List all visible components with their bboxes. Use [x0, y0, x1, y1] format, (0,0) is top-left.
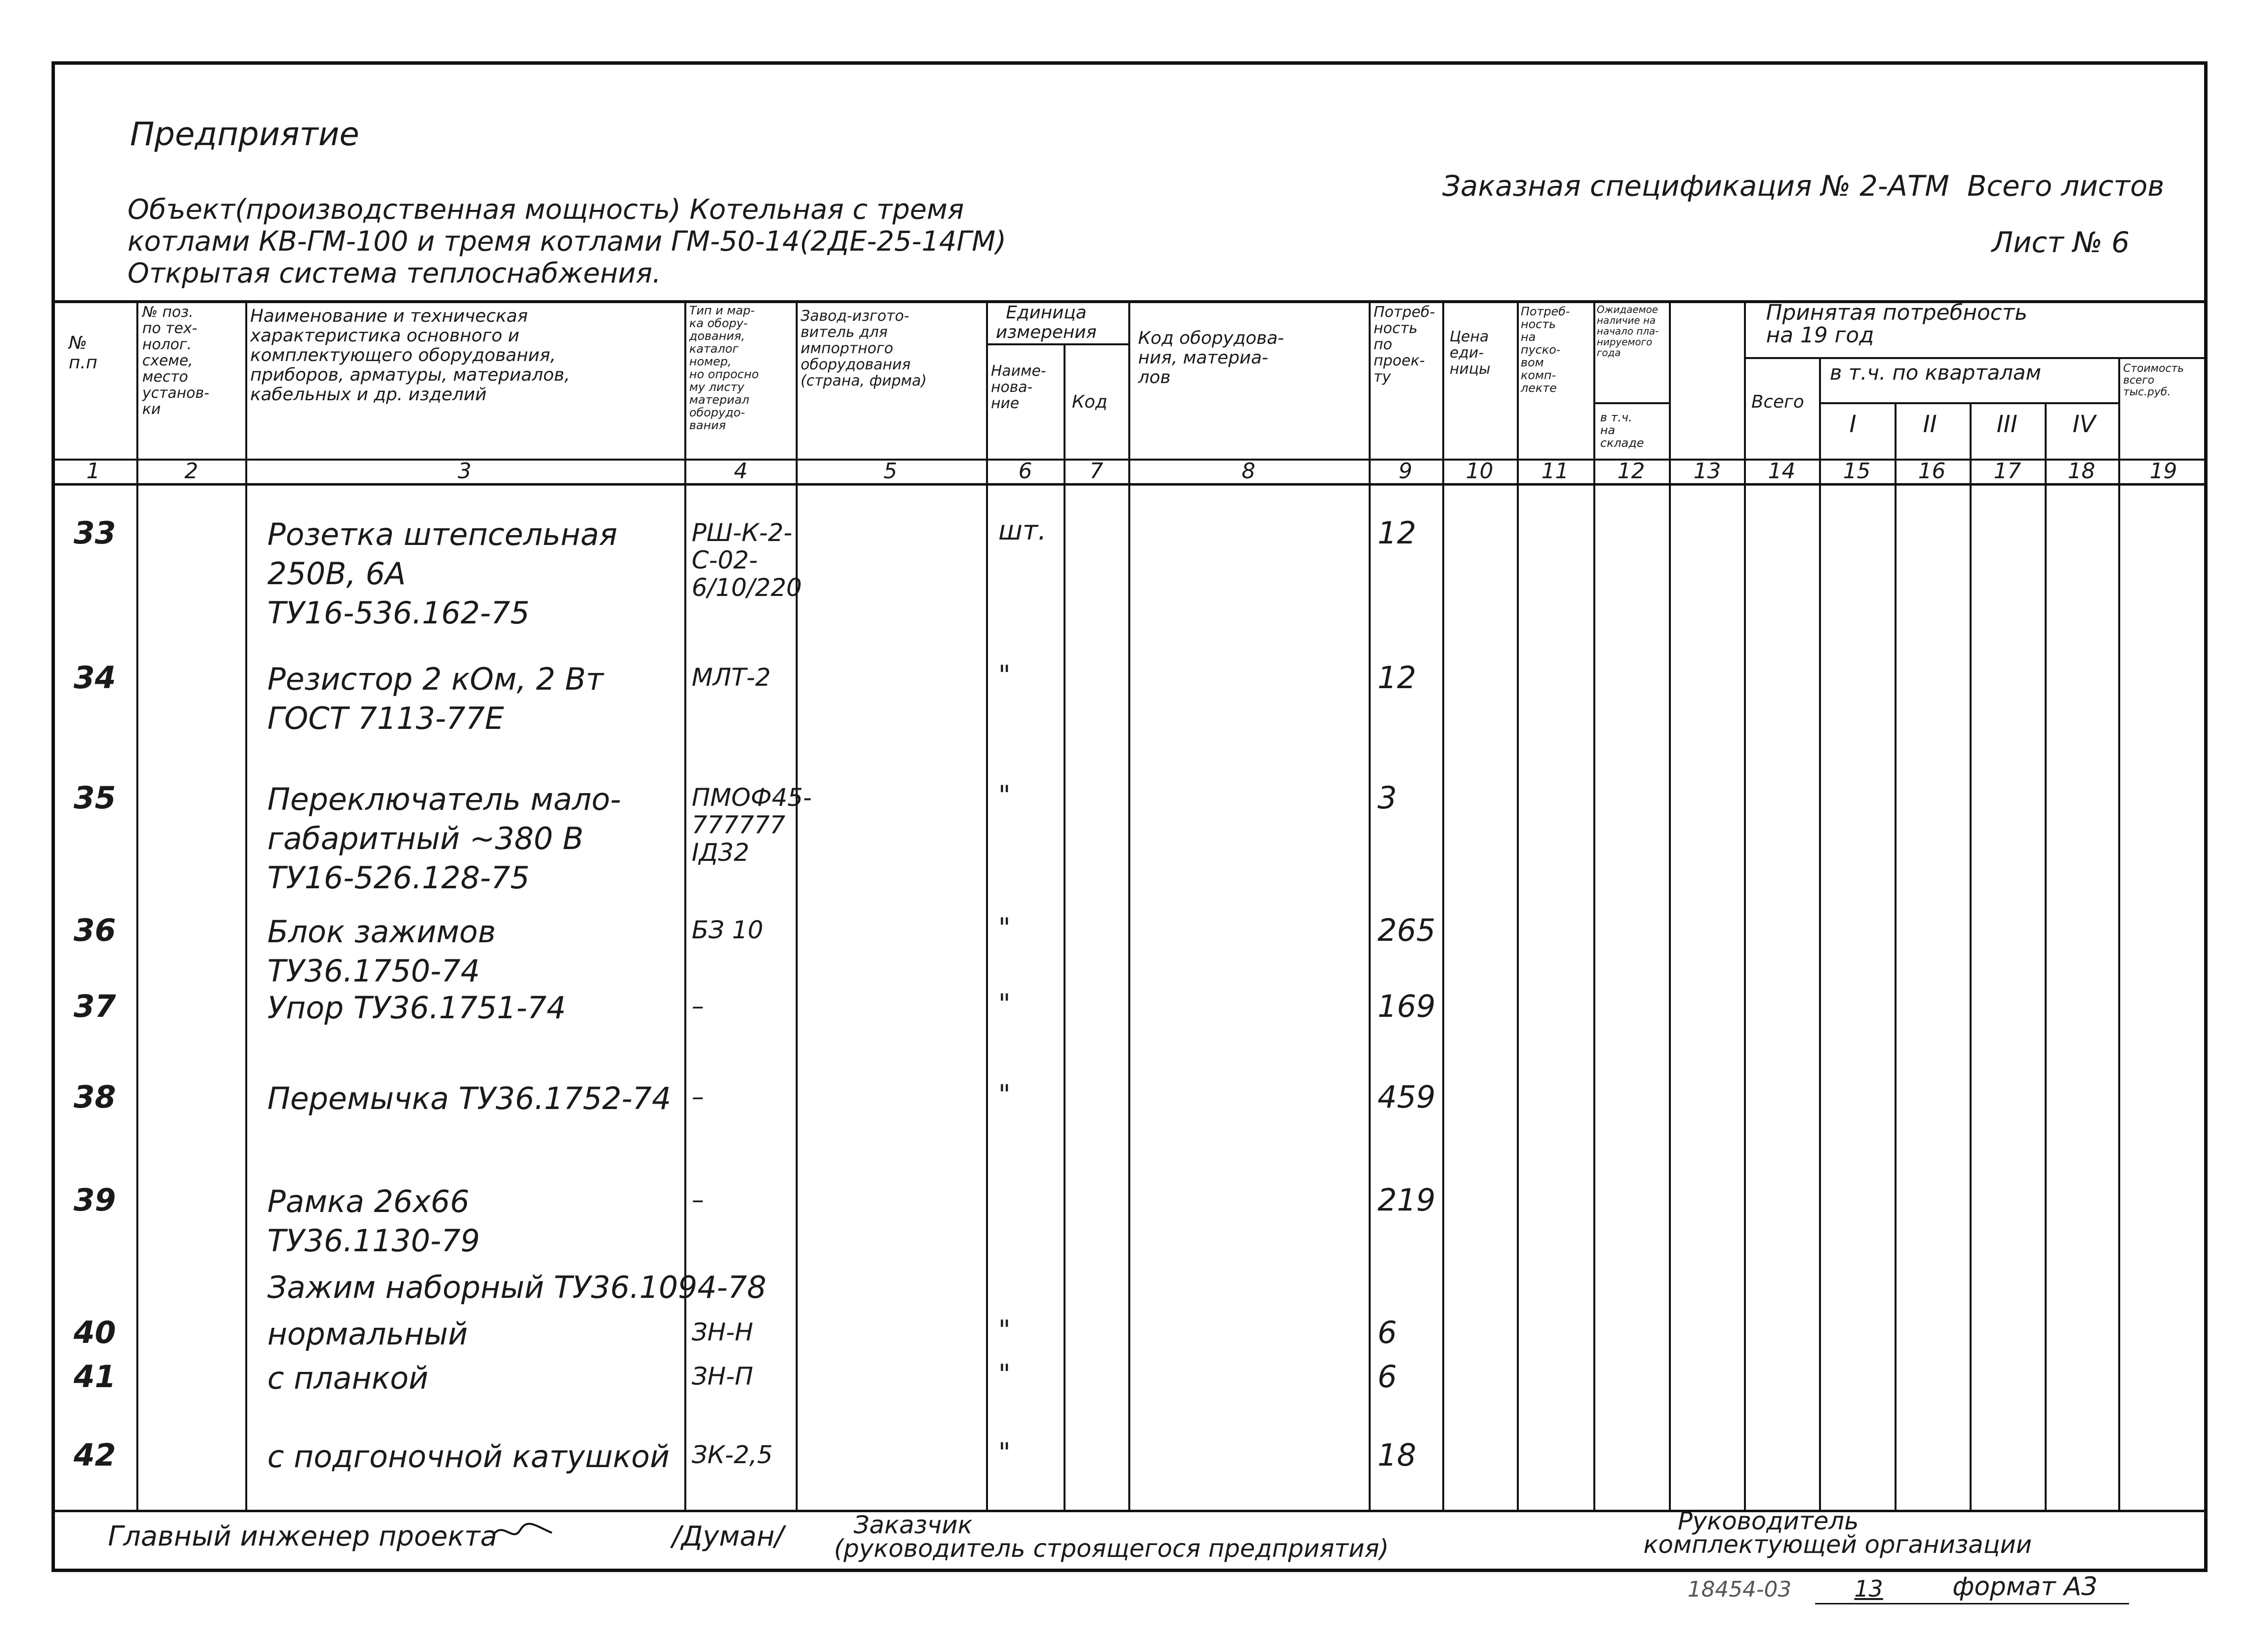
customer-label: Заказчик: [854, 1511, 973, 1539]
row-name: Перемычка ТУ36.1752-74: [267, 1081, 672, 1116]
row-unit: ": [998, 1359, 1011, 1390]
column-number-18: 18: [2068, 459, 2095, 484]
row-number: 37: [74, 988, 116, 1024]
row-quantity: 12: [1377, 515, 1416, 551]
col-line-11: [1593, 300, 1595, 1511]
header-c16: II: [1923, 411, 1937, 438]
row-number: 36: [74, 912, 116, 948]
row-type: РШ-К-2- С-02- 6/10/220: [692, 518, 802, 602]
col-line-12: [1669, 300, 1671, 1511]
column-number-11: 11: [1541, 459, 1569, 484]
row-name: нормальный: [267, 1316, 468, 1352]
col-line-13: [1744, 300, 1746, 1511]
header-c14: Всего: [1751, 392, 1804, 412]
column-number-19: 19: [2150, 459, 2177, 484]
row-name: Переключатель мало- габаритный ~380 В ТУ16-526.128-75: [267, 781, 621, 896]
row-name: Рамка 26х66 ТУ36.1130-79: [267, 1184, 480, 1259]
column-number-4: 4: [734, 459, 748, 484]
supplier-label: Руководитель: [1678, 1507, 1859, 1535]
header-c3: Наименование и техническая характеристика основного и комплектующего оборудования, приборов, арматуры, материалов, кабельных и др. изделий: [250, 306, 570, 405]
page-number: 13: [1854, 1575, 1883, 1602]
column-number-3: 3: [458, 459, 471, 484]
row-name: с подгоночной катушкой: [267, 1439, 670, 1474]
row-name: Зажим наборный ТУ36.1094-78: [267, 1269, 767, 1305]
signature: [491, 1516, 554, 1552]
row-unit: шт.: [998, 515, 1047, 546]
header-c15-18: в т.ч. по кварталам: [1830, 361, 2041, 385]
column-number-13: 13: [1693, 459, 1721, 484]
header-c8: Код оборудова- ния, материа- лов: [1138, 328, 1284, 387]
spec-title: Заказная спецификация № 2-АТМ: [1442, 169, 1949, 203]
enterprise-label: Предприятие: [130, 115, 360, 153]
header-c17: III: [1997, 411, 2018, 438]
row-type: –: [692, 1186, 704, 1214]
row-quantity: 265: [1377, 912, 1436, 948]
supplier-sublabel: комплектующей организации: [1643, 1530, 2032, 1559]
format-underline: [1815, 1603, 2129, 1604]
row-unit: ": [998, 660, 1011, 691]
col-line-10: [1517, 300, 1519, 1511]
column-number-8: 8: [1242, 459, 1255, 484]
row-type: ЗН-П: [692, 1362, 754, 1391]
header-c7: Код: [1072, 392, 1108, 412]
col-line-7: [1128, 300, 1130, 1511]
row-number: 35: [74, 780, 116, 816]
column-number-10: 10: [1466, 459, 1493, 484]
col-line-15: [1895, 403, 1897, 1511]
row-quantity: 459: [1377, 1079, 1436, 1115]
chief-engineer-name: /Думан/: [672, 1521, 784, 1552]
row-quantity: 3: [1377, 780, 1397, 816]
format-label: формат А3: [1952, 1572, 2098, 1601]
customer-sublabel: (руководитель строящегося предприятия): [834, 1534, 1389, 1563]
column-number-9: 9: [1399, 459, 1412, 484]
col-line-6: [1064, 343, 1066, 1511]
header-c9: Потреб- ность по проек- ту: [1374, 304, 1435, 386]
document-code: 18454-03: [1688, 1577, 1792, 1602]
total-sheets: Всего листов: [1967, 169, 2164, 203]
row-name: Розетка штепсельная 250В, 6А ТУ16-536.162-75: [267, 516, 618, 631]
row-type: БЗ 10: [692, 916, 763, 944]
row-type: –: [692, 992, 704, 1020]
col-line-5: [986, 300, 988, 1511]
header-c12-top: Ожидаемое наличие на начало пла- нируемого года: [1597, 304, 1659, 359]
header-c11: Потреб- ность на пуско- вом комп- лекте: [1521, 305, 1570, 395]
header-c2: № поз. по тех- нолог. схеме, место установ- ки: [142, 304, 209, 418]
unit-group-line: [986, 343, 1128, 345]
row-quantity: 169: [1377, 988, 1436, 1024]
column-number-2: 2: [184, 459, 198, 484]
col-line-17: [2045, 403, 2047, 1511]
accepted-group-line: [1744, 357, 2208, 359]
col-line-18: [2118, 358, 2120, 1511]
header-c14-19: Принятая потребность на 19 год: [1766, 300, 2027, 348]
row-type: ЗК-2,5: [692, 1441, 773, 1469]
column-number-6: 6: [1018, 459, 1032, 484]
col-line-16: [1970, 403, 1972, 1511]
row-number: 39: [74, 1182, 116, 1218]
col-line-14: [1819, 358, 1821, 1511]
row-name: Резистор 2 кОм, 2 Вт ГОСТ 7113-77Е: [267, 661, 604, 736]
header-c4: Тип и мар- ка обору- дования, каталог номер, но опросно му листу материал оборудо- вания: [689, 304, 759, 432]
c12-split-line: [1593, 402, 1669, 404]
object-line-1: Объект(производственная мощность) Котельная с тремя: [128, 194, 964, 226]
column-number-12: 12: [1617, 459, 1645, 484]
row-unit: ": [998, 780, 1011, 811]
row-type: МЛТ-2: [692, 663, 771, 692]
header-c1: № п.п: [69, 333, 98, 373]
col-line-8: [1369, 300, 1371, 1511]
row-quantity: 12: [1377, 660, 1416, 696]
column-number-17: 17: [1994, 459, 2021, 484]
row-unit: ": [998, 1315, 1011, 1345]
col-line-2: [245, 300, 247, 1511]
chief-engineer-label: Главный инженер проекта: [108, 1521, 497, 1552]
header-c15: I: [1849, 411, 1857, 438]
row-unit: ": [998, 1437, 1011, 1468]
row-number: 40: [74, 1315, 116, 1350]
row-name: с планкой: [267, 1360, 429, 1396]
row-name: Упор ТУ36.1751-74: [267, 990, 566, 1026]
quarters-group-line: [1819, 402, 2118, 404]
header-c10: Цена еди- ницы: [1450, 328, 1491, 378]
row-unit: ": [998, 988, 1011, 1019]
column-number-15: 15: [1843, 459, 1871, 484]
row-quantity: 219: [1377, 1182, 1436, 1218]
col-line-3: [684, 300, 686, 1511]
column-number-1: 1: [86, 459, 100, 484]
header-c6: Наиме- нова- ние: [991, 362, 1046, 412]
header-c6-7: Единица измерения: [996, 303, 1097, 342]
col-line-9: [1442, 300, 1444, 1511]
column-number-7: 7: [1090, 459, 1103, 484]
col-line-4: [796, 300, 798, 1511]
column-number-5: 5: [884, 459, 897, 484]
row-quantity: 18: [1377, 1437, 1416, 1473]
column-number-16: 16: [1918, 459, 1946, 484]
row-unit: ": [998, 912, 1011, 943]
row-number: 38: [74, 1079, 116, 1115]
row-type: –: [692, 1083, 704, 1111]
row-number: 33: [74, 515, 116, 551]
header-c12-bottom: в т.ч. на складе: [1600, 411, 1644, 450]
signature-mark: [491, 1516, 554, 1545]
header-c19: Стоимость всего тыс.руб.: [2123, 362, 2184, 398]
row-number: 42: [74, 1437, 116, 1473]
object-line-2: котлами КВ-ГМ-100 и тремя котлами ГМ-50-14(2ДЕ-25-14ГМ): [128, 226, 1007, 258]
row-number: 34: [74, 660, 116, 696]
col-line-1: [136, 300, 138, 1511]
sheet-number: Лист № 6: [1992, 226, 2130, 259]
row-unit: ": [998, 1079, 1011, 1110]
row-type: ЗН-Н: [692, 1318, 754, 1346]
object-line-3: Открытая система теплоснабжения.: [128, 258, 661, 289]
row-name: Блок зажимов ТУ36.1750-74: [267, 914, 496, 989]
header-c18: IV: [2073, 411, 2096, 438]
row-type: ПМОФ45- 777777 IД32: [692, 783, 812, 867]
header-c5: Завод-изгото- витель для импортного оборудования (страна, фирма): [801, 308, 927, 389]
row-quantity: 6: [1377, 1359, 1397, 1394]
column-number-14: 14: [1768, 459, 1795, 484]
row-number: 41: [74, 1359, 116, 1394]
row-quantity: 6: [1377, 1315, 1397, 1350]
